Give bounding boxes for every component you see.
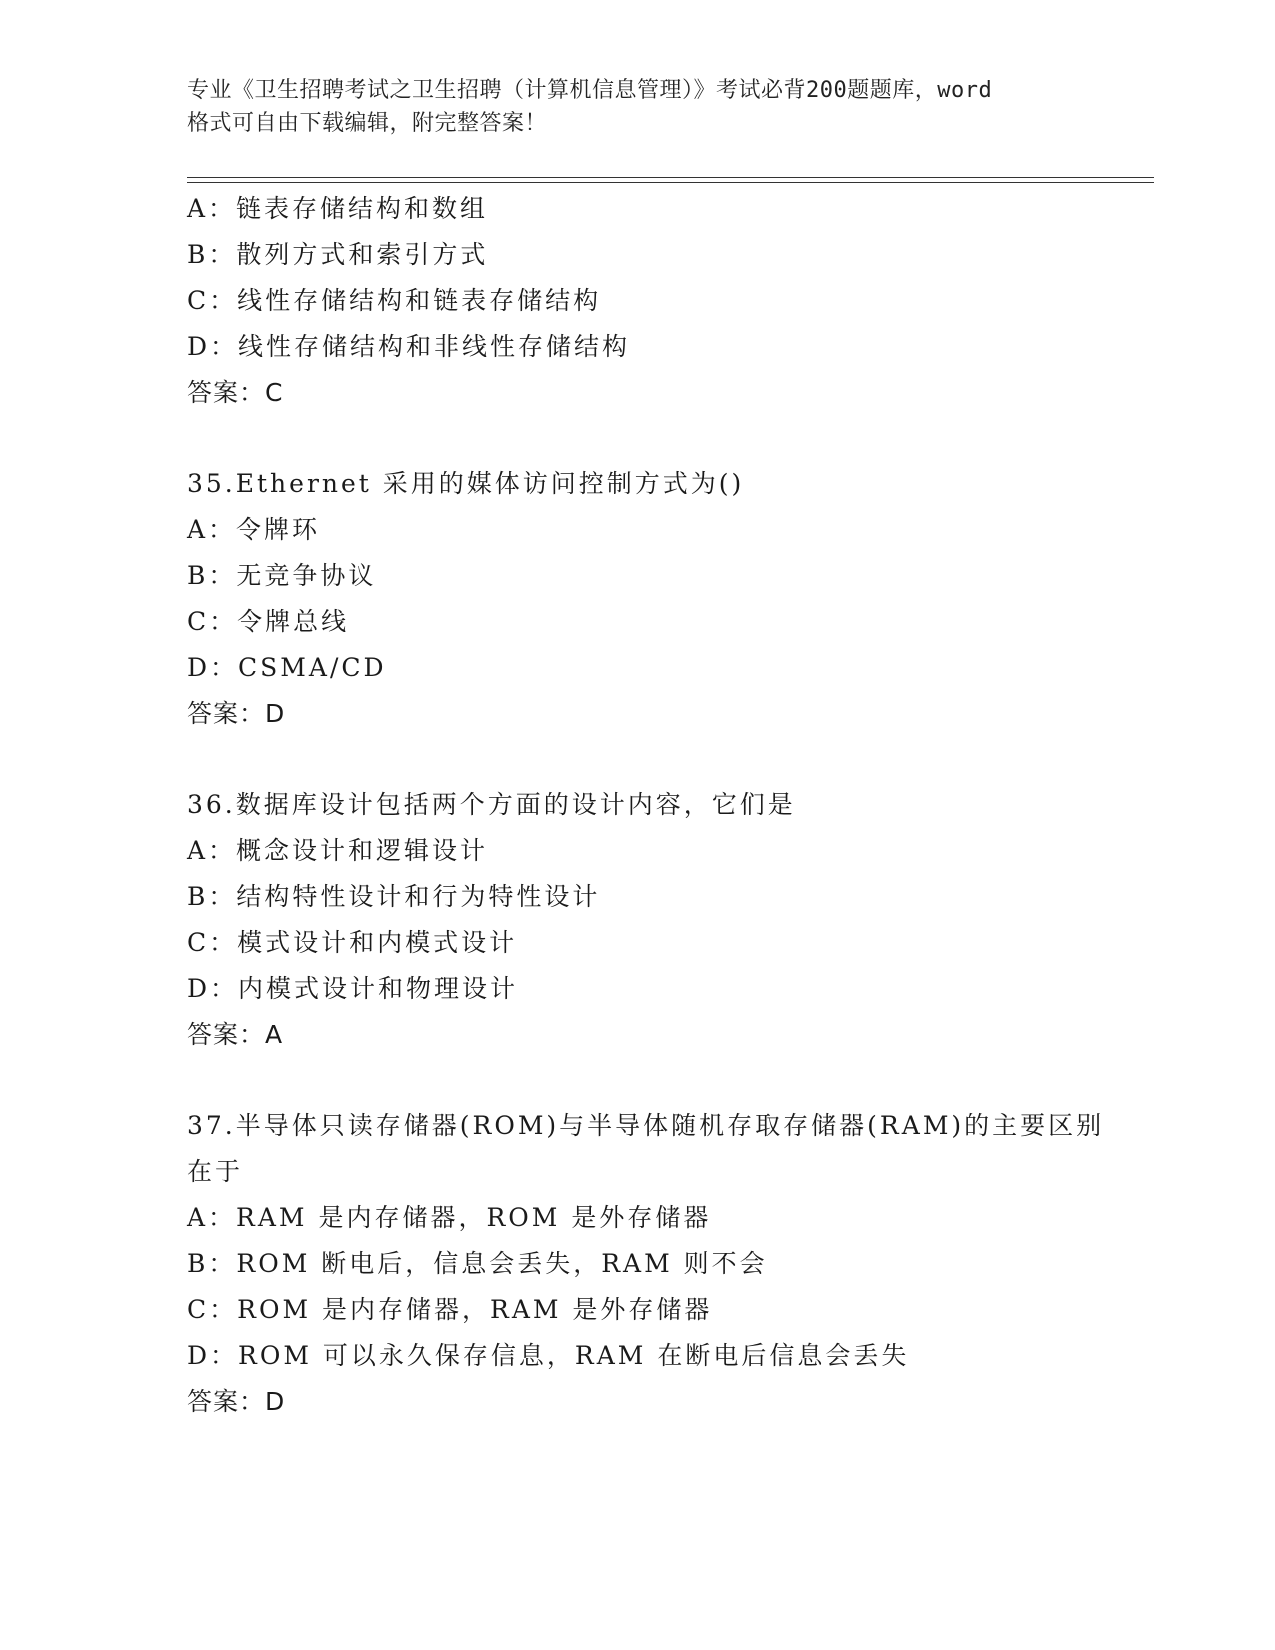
question-list: [187, 186, 1105, 1425]
header-line-1: 专业《卫生招聘考试之卫生招聘（计算机信息管理）》考试必背200题题库，word: [187, 78, 993, 103]
question-title-line-2: 在于: [187, 1157, 244, 1186]
option-d: D：ROM 可以永久保存信息，RAM 在断电后信息会丢失: [187, 1341, 910, 1370]
option-d: D：线性存储结构和非线性存储结构: [187, 332, 631, 361]
option-a: A：概念设计和逻辑设计: [187, 836, 489, 865]
answer: 答案：D: [187, 699, 286, 728]
option-a: A：RAM 是内存储器，ROM 是外存储器: [187, 1203, 712, 1232]
question-34: [187, 186, 1087, 416]
option-d: D：内模式设计和物理设计: [187, 974, 519, 1003]
question-35: [187, 461, 1087, 737]
option-a: A：令牌环: [187, 515, 321, 544]
answer: 答案：C: [187, 378, 284, 407]
option-b: B：无竞争协议: [187, 561, 377, 590]
option-c: C：令牌总线: [187, 607, 350, 636]
question-36: [187, 782, 1087, 1058]
question-title: 36.数据库设计包括两个方面的设计内容，它们是: [187, 790, 796, 819]
option-d: D：CSMA/CD: [187, 653, 387, 682]
option-c: C：ROM 是内存储器，RAM 是外存储器: [187, 1295, 713, 1324]
answer: 答案：A: [187, 1020, 284, 1049]
option-b: B：散列方式和索引方式: [187, 240, 489, 269]
header-divider-bottom: [187, 182, 1154, 183]
option-c: C：线性存储结构和链表存储结构: [187, 286, 602, 315]
answer: 答案：D: [187, 1387, 286, 1416]
option-b: B：ROM 断电后，信息会丢失，RAM 则不会: [187, 1249, 768, 1278]
question-title: 35.Ethernet 采用的媒体访问控制方式为(): [187, 469, 745, 498]
document-header: [187, 74, 1087, 140]
option-a: A：链表存储结构和数组: [187, 194, 489, 223]
option-b: B：结构特性设计和行为特性设计: [187, 882, 601, 911]
header-line-2: 格式可自由下载编辑，附完整答案！: [187, 111, 548, 136]
option-c: C：模式设计和内模式设计: [187, 928, 518, 957]
header-divider-top: [187, 177, 1154, 178]
question-title-line-1: 37.半导体只读存储器(ROM)与半导体随机存取存储器(RAM)的主要区别: [187, 1111, 1105, 1140]
question-37: [187, 1103, 1105, 1425]
